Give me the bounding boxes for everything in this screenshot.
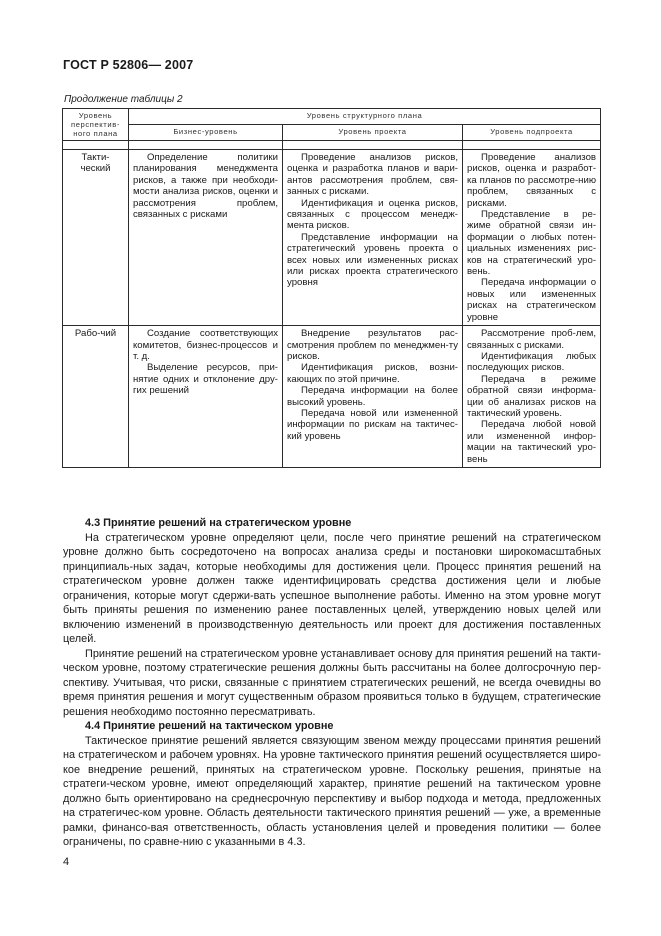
cell-tactical-project: Проведение анализов рисков, оценка и разработка планов и вари-антов рассмотрения проблем, свя-занных с рисками. Идентификация и оценка рисков, связанных с процессом менедж-мента рисков. Представление информации на стратегический уровень проекта о всех новых или измененных рисках или рисках проекта стратегического уровня	[283, 150, 463, 326]
cell-operational-project: Внедрение результатов рас-смотрения проблем по менеджмен-ту рисков. Идентификация рисков, возни-кающих по этой причине. Передача информации на более высокий уровень. Передача новой или измененной информации по рискам на тактичес-кий уровень	[283, 326, 463, 468]
header-level-perspective: Уровень перспектив-ного плана	[63, 109, 129, 141]
table-caption: Продолжение таблицы 2	[64, 94, 183, 105]
cell-tactical-business: Определение политики планирования менеджмента рисков, а также при необходи-мости анализа рисков, оценки и рассмотрения проблем, связанных с рисками	[129, 150, 283, 326]
table-row-operational	[63, 326, 601, 468]
row-label-tactical: Такти-ческий	[63, 150, 129, 326]
header-project-level: Уровень проекта	[283, 125, 463, 141]
cell-operational-subproject: Рассмотрение проб-лем, связанных с рисками. Идентификация любых последующих рисков. Передача в режиме обратной связи информа-ции об анализах рисков на тактический уровень. Передача любой новой или измененной инфор-мации на тактический уро-вень	[463, 326, 601, 468]
document-header: ГОСТ Р 52806— 2007	[63, 58, 194, 72]
row-label-operational: Рабо-чий	[63, 326, 129, 468]
cell-operational-business: Создание соответствующих комитетов, бизнес-процессов и т. д. Выделение ресурсов, при-нятие одних и отклонение дру-гих решений	[129, 326, 283, 468]
section-heading: 4.4 Принятие решений на тактическом уровне	[85, 720, 334, 732]
header-subproject-level: Уровень подпроекта	[463, 125, 601, 141]
section-heading: 4.3 Принятие решений на стратегическом уровне	[85, 517, 352, 529]
header-business-level: Бизнес-уровень	[129, 125, 283, 141]
table-2	[62, 108, 601, 468]
page-number: 4	[63, 856, 70, 868]
section-4-3	[63, 516, 601, 850]
cell-tactical-subproject: Проведение анализов рисков, оценка и разработ-ка планов по рассмотре-нию проблем, связанных с рисками. Представление в ре-жиме обратной связи ин-формации о любых потен-циальных изменениях рис-ков на стратегический уро-вень. Передача информации о новых или измененных рисках на стратегическом уровне	[463, 150, 601, 326]
paragraph: Принятие решений на стратегическом уровне устанавливает основу для принятия решений на такти-ческом уровне, поэтому стратегические решения должны быть рассчитаны на более долгосрочную пер-спективу. Учитывая, что риски, связанные с принятием стратегических решений, не всегда очевидны во время принятия решения и могут существенным образом проявиться только в будущем, стратегические решения необходимо постоянно пересматривать.	[63, 647, 601, 718]
paragraph: Тактическое принятие решений является связующим звеном между процессами принятия решений на стратегическом и рабочем уровнях. На уровне тактического принятия решений осуществляется широ-кое внедрение решений, принятых на стратегическом уровне. Поскольку решения, принятые на стратеги-ческом уровне, имеют определяющий характер, принятие решений на тактическом уровне должно быть ориентировано на среднесрочную перспективу и выбор подхода и метода, предложенных на стратегичес-ком уровне. Область деятельности тактического принятия решений — уже, а временные рамки, финансо-вая ответственность, область установления целей и проведения политики — более ограничены, по сравне-нию с указанными в 4.3.	[63, 734, 601, 848]
header-structural-plan: Уровень структурного плана	[129, 109, 601, 125]
paragraph: На стратегическом уровне определяют цели, после чего принятие решений на стратегическом уровне должно быть сосредоточено на вопросах анализа среды и постановки широкомасштабных принципиаль-ных задач, которые необходимы для достижения цели. Процесс принятия решений на стратегическом уровне должен также идентифицировать средства достижения цели и любые ограничения, которые могут сдержи-вать успешное выполнение работы. Именно на этом уровне могут быть приняты решения по изменению ранее поставленных целей, утверждению новых целей или включению изменений в производственную деятельность или проект для достижения поставленных целей.	[63, 531, 601, 645]
table-row-tactical	[63, 150, 601, 326]
